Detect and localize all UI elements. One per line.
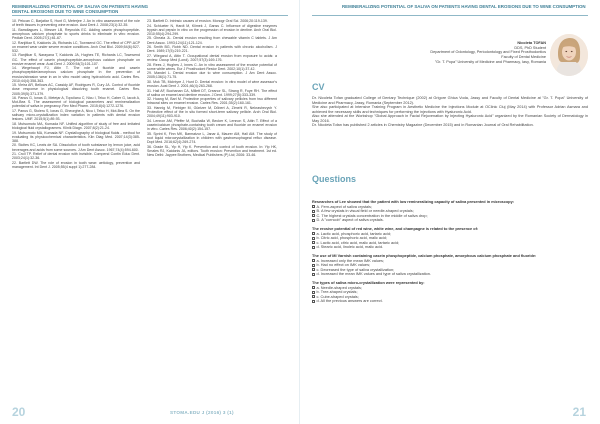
reference-entry: 25. Gheata JL. Dental erosion resulting from chewable vitamin C tablets. J Am Dent Assoc. 1993;124(11):121-124. <box>147 36 277 45</box>
author-degree: DDS, PhD Student <box>514 45 546 50</box>
reference-entry: 27. Wiegand A, Attin T. Occupational dental erosion from exposure to acids: a review. Occup Med (Lond). 2007;57(3):169-176. <box>147 53 277 62</box>
questions-list <box>312 196 588 304</box>
answer-option-label: b. Had no effect on IMK values; <box>316 263 371 268</box>
checkbox-icon[interactable] <box>312 237 315 240</box>
reference-entry: 16. Panus G, Ionas G, Meteţar A, Topciianu C, Nicu I, Teluc H, Caber G, Iacob A, Mot-Bea S. The assessment of biological parameters and remineralization potential of saliva in pregnancy. Rev Med Pharm. 2015;8(4):1272-1276. <box>12 96 140 109</box>
answer-option-label: a. Lactic acid, phosphoric acid, tartaric acid; <box>316 231 392 236</box>
references-column-1 <box>12 19 140 170</box>
checkbox-icon[interactable] <box>312 214 315 217</box>
author-faculty: Faculty of Dental Medicine <box>501 55 546 60</box>
reference-entry: 35. Sprint K, Finn MK, Barmatzur L, Janar A, Maurer AM, Hall AM. The study of root liquid microcrystallization in children with gastroesophageal reflux disease. Dopl Med. 2016;62(4):269-274. <box>147 131 277 145</box>
page-number-right: 21 <box>572 405 586 419</box>
reference-entry: 23. Bartlett D. Intrinsic causes of erosion. Monogr Oral Sci. 2006;20:119-139. <box>147 19 268 23</box>
reference-entry: 10. Pekcan C, Barjatiar S, Hunt G, Meterjee J. An in vitro assessment of the role of teeth tissues in preventing wine erosion. Aust Dent J. 2008;23(1):32-35. <box>12 19 140 28</box>
cv-paragraph: Dr. Nicoleta Tofan has published 2 articles in Chemistry Magazine (December 2015) and in Romanian Journal of Oral Rehabilitation. <box>312 123 534 127</box>
reference-entry: 30. Mok TB, McIntyre J, Hunt D. Dental erosion: in vitro model of wine assessor's erosion. Aust Dent J. 2001;46(4):263-268. <box>147 79 277 89</box>
header-rule-right <box>312 15 588 16</box>
journal-footer: STOMA.EDU J (2016) 3 (1) <box>170 410 234 415</box>
answer-option-label: A. Fern-aspect of saliva crystals; <box>316 204 373 209</box>
answer-option-label: a. Increased only the mean IMK values; <box>316 258 385 263</box>
cv-paragraph: She also participated at Intensive Training Program in Aesthetic Medicine the Injections Module at OClinic Cluj (May 2014) with Professor Adrian Asmara and achieved the necessary skills and techniques for performing the injections with Hyaluronic Acid. <box>312 105 588 114</box>
cv-paragraph: Dr. Nicoleta Tofan graduated College of Dentary Technique (2002) at Grigore Ghica Voda, Jassy and Faculty of Dental Medicine at "Gr. T. Popa" University of Medicine and Pharmacy, Jassy, Romania (September 2012). <box>312 96 588 105</box>
answer-option-label: d. All the previous answers are correct. <box>316 299 383 304</box>
answer-option-label: D. A "corncob" aspect of saliva crystals. <box>316 218 384 223</box>
cv-paragraph: Also she attended at the Workshop "Global Approach in Facial Rejuvenation by Injecting Hyaluronic Acid" organized by the Romanian Society of Dermatology in May 2016. <box>312 114 588 123</box>
answer-option-label: B. A few crystals in visual field or needle-shaped crystals; <box>316 209 414 214</box>
question-text: The erosive potential of red wine, white wine, and champagne is related to the presence of: <box>312 226 479 231</box>
answer-option-label: d. Increased the mean IMK values and type of saliva crystallization. <box>316 272 432 277</box>
reference-entry: 28. Rees J, Hughes J, Innes C. An in vitro assessment of the erosive potential of some white wines. Eur J Prosthodont Restor Dent. 2002;10(1):37-42. <box>147 62 277 71</box>
reference-entry: 24. Schlueter N, Hardt M, Klimek J, Ganss C. Influence of digestive enzymes trypsin and pepsin in vitro on the progression of erosion in dentine. Arch Oral Biol. 2010;55(4):294-299. <box>147 23 277 36</box>
reference-entry: 22. Bartlett DW. The role of erosion in tooth wear: aetiology, prevention and management. Int Dent J. 2005;55(4 suppl 1):277-284. <box>12 160 140 169</box>
author-department: Department of Odontology, Periodontology and Fixed Prosthodontics <box>430 50 546 55</box>
reference-entry: 17. Panus G, Stoleru S, Ionas G, Gheorghe A, Nicu I, Teluc H, Mot-Bea S. On the salivary micro-crystallization index variation in patients with dental erosion lesions. UMF. 2015;5(1):89-93. <box>12 109 140 122</box>
answer-option[interactable] <box>312 272 588 277</box>
reference-entry: 29. Mandel L. Dental erosion due to wine consumption. J Am Dent Assoc. 2005;136(1):71-75. <box>147 71 277 80</box>
author-university: "Gr. T. Popa" University of Medicine and Pharmacy, Iasy, Romania <box>434 59 546 64</box>
cv-body <box>312 96 588 128</box>
answer-option-label: c. Decreased the type of saliva crystallization; <box>316 267 395 272</box>
cv-heading: CV <box>312 82 325 92</box>
reference-entry: 15. Vieira AR, Bellows AC, Cassidy AF, Rodrigues R, Cury JA. Control of fluoride dose response in physiological dissolving tooth enamel. Caries Res. 2005;39(5):371-379. <box>12 83 140 96</box>
answer-option[interactable] <box>312 218 588 223</box>
questions-heading: Questions <box>312 174 357 184</box>
answer-option-label: a. Needle-shaped crystals; <box>316 285 363 290</box>
author-photo <box>550 34 588 76</box>
checkbox-icon[interactable] <box>312 241 315 244</box>
question-text: The types of saliva micro-crystallization were represented by: <box>312 280 425 285</box>
question-text: Researches of Lee showed that the patient with low remineralizing capacity of saliva presented in microscopy: <box>312 200 515 204</box>
checkbox-icon[interactable] <box>312 219 315 222</box>
checkbox-icon[interactable] <box>312 232 315 235</box>
reference-entry: 36. Grade SL, Yip H, Yip K. Prevention and control of tooth erosion. In: Yip HK, Smales RJ, Kaidonis JA, editors. Tooth erosion: Prevention and treatment. 1st ed. New Delhi: Jaypee Brothers, Medical Publishers (P) Ltd; 2006: 33-46. <box>147 144 277 157</box>
answer-option-label: c. Lactic acid, citric acid, malic acid, tartaric acid; <box>316 240 400 245</box>
reference-entry: 14. Wegehaupt FJ, Attin T. The role of fluoride and casein phosphopeptide/amorphous calcium phosphate in the prevention of erosion/abrasion wear in an in vitro model using hydrochloric acid. Caries Res. 2010;44(4):358-363. <box>12 66 140 83</box>
running-head-right: REMINERALIZING POTENTIAL OF SALIVA ON PATIENTS HAVING DENTAL EROSIONS DUE TO WINE CONSUMPTION <box>342 4 586 9</box>
reference-entry: 33. Hannig M, Fiebiger M, Güntzer M, Döbert A, Zimehl R, Nekrashevych Y. Protective effect of the in situ formed short-term salivary pellicle. Arch Oral Biol. 2004;49(11):903-910. <box>147 106 277 119</box>
reference-entry: 31. Hall AF, Buchanan CA, Millett DT, Creanor SL, Strang R, Foye RH. The effect of saliva on enamel and dentine erosion. J Dent. 1999;27(5):333-339. <box>147 88 277 97</box>
reference-entry: 21. Croll TP. Relief of dental erosion with Invisible. Compend Contin Educ Dent. 2003;24(1):32-36. <box>12 152 140 161</box>
reference-entry: 12. Ranjitkar S, Kaidonis JA, Richards LC, Townsend GC. The effect of CPP-ACP on enamel wear under severe erosive conditions. Arch Oral Biol. 2009;54(6):527-532. <box>12 40 140 53</box>
answer-option-label: b. Tree-shaped crystals; <box>316 290 358 295</box>
portrait-icon <box>550 34 588 76</box>
answer-option-label: d. Stearic acid, linoleic acid, malic acid. <box>316 245 384 250</box>
answer-option-label: C. The highest crystals concentration in the middle of saliva drop; <box>316 213 428 218</box>
checkbox-icon[interactable] <box>312 246 315 249</box>
checkbox-icon[interactable] <box>312 300 315 303</box>
checkbox-icon[interactable] <box>312 259 315 262</box>
right-page <box>300 0 600 424</box>
author-block <box>346 41 546 65</box>
answer-option-label: c. Cube-shaped crystals; <box>316 294 359 299</box>
reference-entry: 18. Mutsumoto MA, Kumada NF. Unified algorithm of study of free and imitated biological fluid crystallogramms. Klinik Diagn. 2007;8(2):21-24. <box>12 121 140 131</box>
checkbox-icon[interactable] <box>312 205 315 208</box>
references-column-2 <box>147 19 277 157</box>
reference-entry: 32. Huang M, Barl M. Protective properties of salivary pellicles from two different intraoral sites on enamel erosion. Caries Res. 2001;35(2):160-161. <box>147 97 277 106</box>
reference-entry: 11. Bamdlagues L, Messer LB, Reynolds EC. Adding casein phosphopeptide-amorphous calcium phosphate to sports drinks to eliminate in vitro erosion. Pediatr Dent. 2005;27(1):61-67. <box>12 27 140 41</box>
reference-entry: 20. Stoltes KC, Lewis de SA. Dissolution of tooth substance by lemon juice, acid beverages and acids from some sources. J Am Dent Assoc. 1967;74(4):594-600. <box>12 143 140 152</box>
checkbox-icon[interactable] <box>312 286 315 289</box>
author-name: Nicoleta TOFAN <box>517 41 546 45</box>
checkbox-icon[interactable] <box>312 295 315 298</box>
reference-entry: 34. Lennon AM, Pfeffer M, Buchalla W, Becker K, Lennon S, Attin T. Effect of a casein/calcium phosphate-containing tooth cream and fluoride on enamel erosion in vitro. Caries Res. 2006;40(2):154-157. <box>147 118 277 132</box>
running-head-left: REMINERALIZING POTENTIAL OF SALIVA ON PATIENTS HAVING DENTAL EROSIONS DUE TO WINE CONSUMPTION <box>12 4 149 15</box>
answer-option-label: b. Citric acid, phosphoric acid, malic acid; <box>316 236 387 241</box>
checkbox-icon[interactable] <box>312 210 315 213</box>
reference-entry: 13. Ranjitkar S, Narayana T, Kaidonis JA, Hughes TE, Richards LC, Townsend GC. The effect of casein phosphopeptide-amorphous calcium phosphate on erosive enamel wear. Aust Dent J. 2009;54(3):101-107. <box>12 53 140 66</box>
checkbox-icon[interactable] <box>312 273 315 276</box>
question-text: The use of MI Varnish containing casein phosphopeptide, calcium phosphate, amorphous calcium phosphate and fluoride: <box>312 253 537 258</box>
answer-option[interactable] <box>312 299 588 304</box>
page-number-left: 20 <box>12 405 26 419</box>
reference-entry: 19. Mutsumoto MA, Kumada NF. Crystallography of biological fluids - method for evaluating its physicochemical characteristics. Klin Diag Med. 2007;14(3):385-388. <box>12 130 140 143</box>
header-rule-left <box>12 15 288 16</box>
checkbox-icon[interactable] <box>312 264 315 267</box>
reference-entry: 26. Smith BG, Robb ND. Dental erosion in patients with chronic alcoholism. J Dent. 1989;17(5):219-221. <box>147 45 277 54</box>
answer-option[interactable] <box>312 245 588 250</box>
checkbox-icon[interactable] <box>312 268 315 271</box>
checkbox-icon[interactable] <box>312 291 315 294</box>
